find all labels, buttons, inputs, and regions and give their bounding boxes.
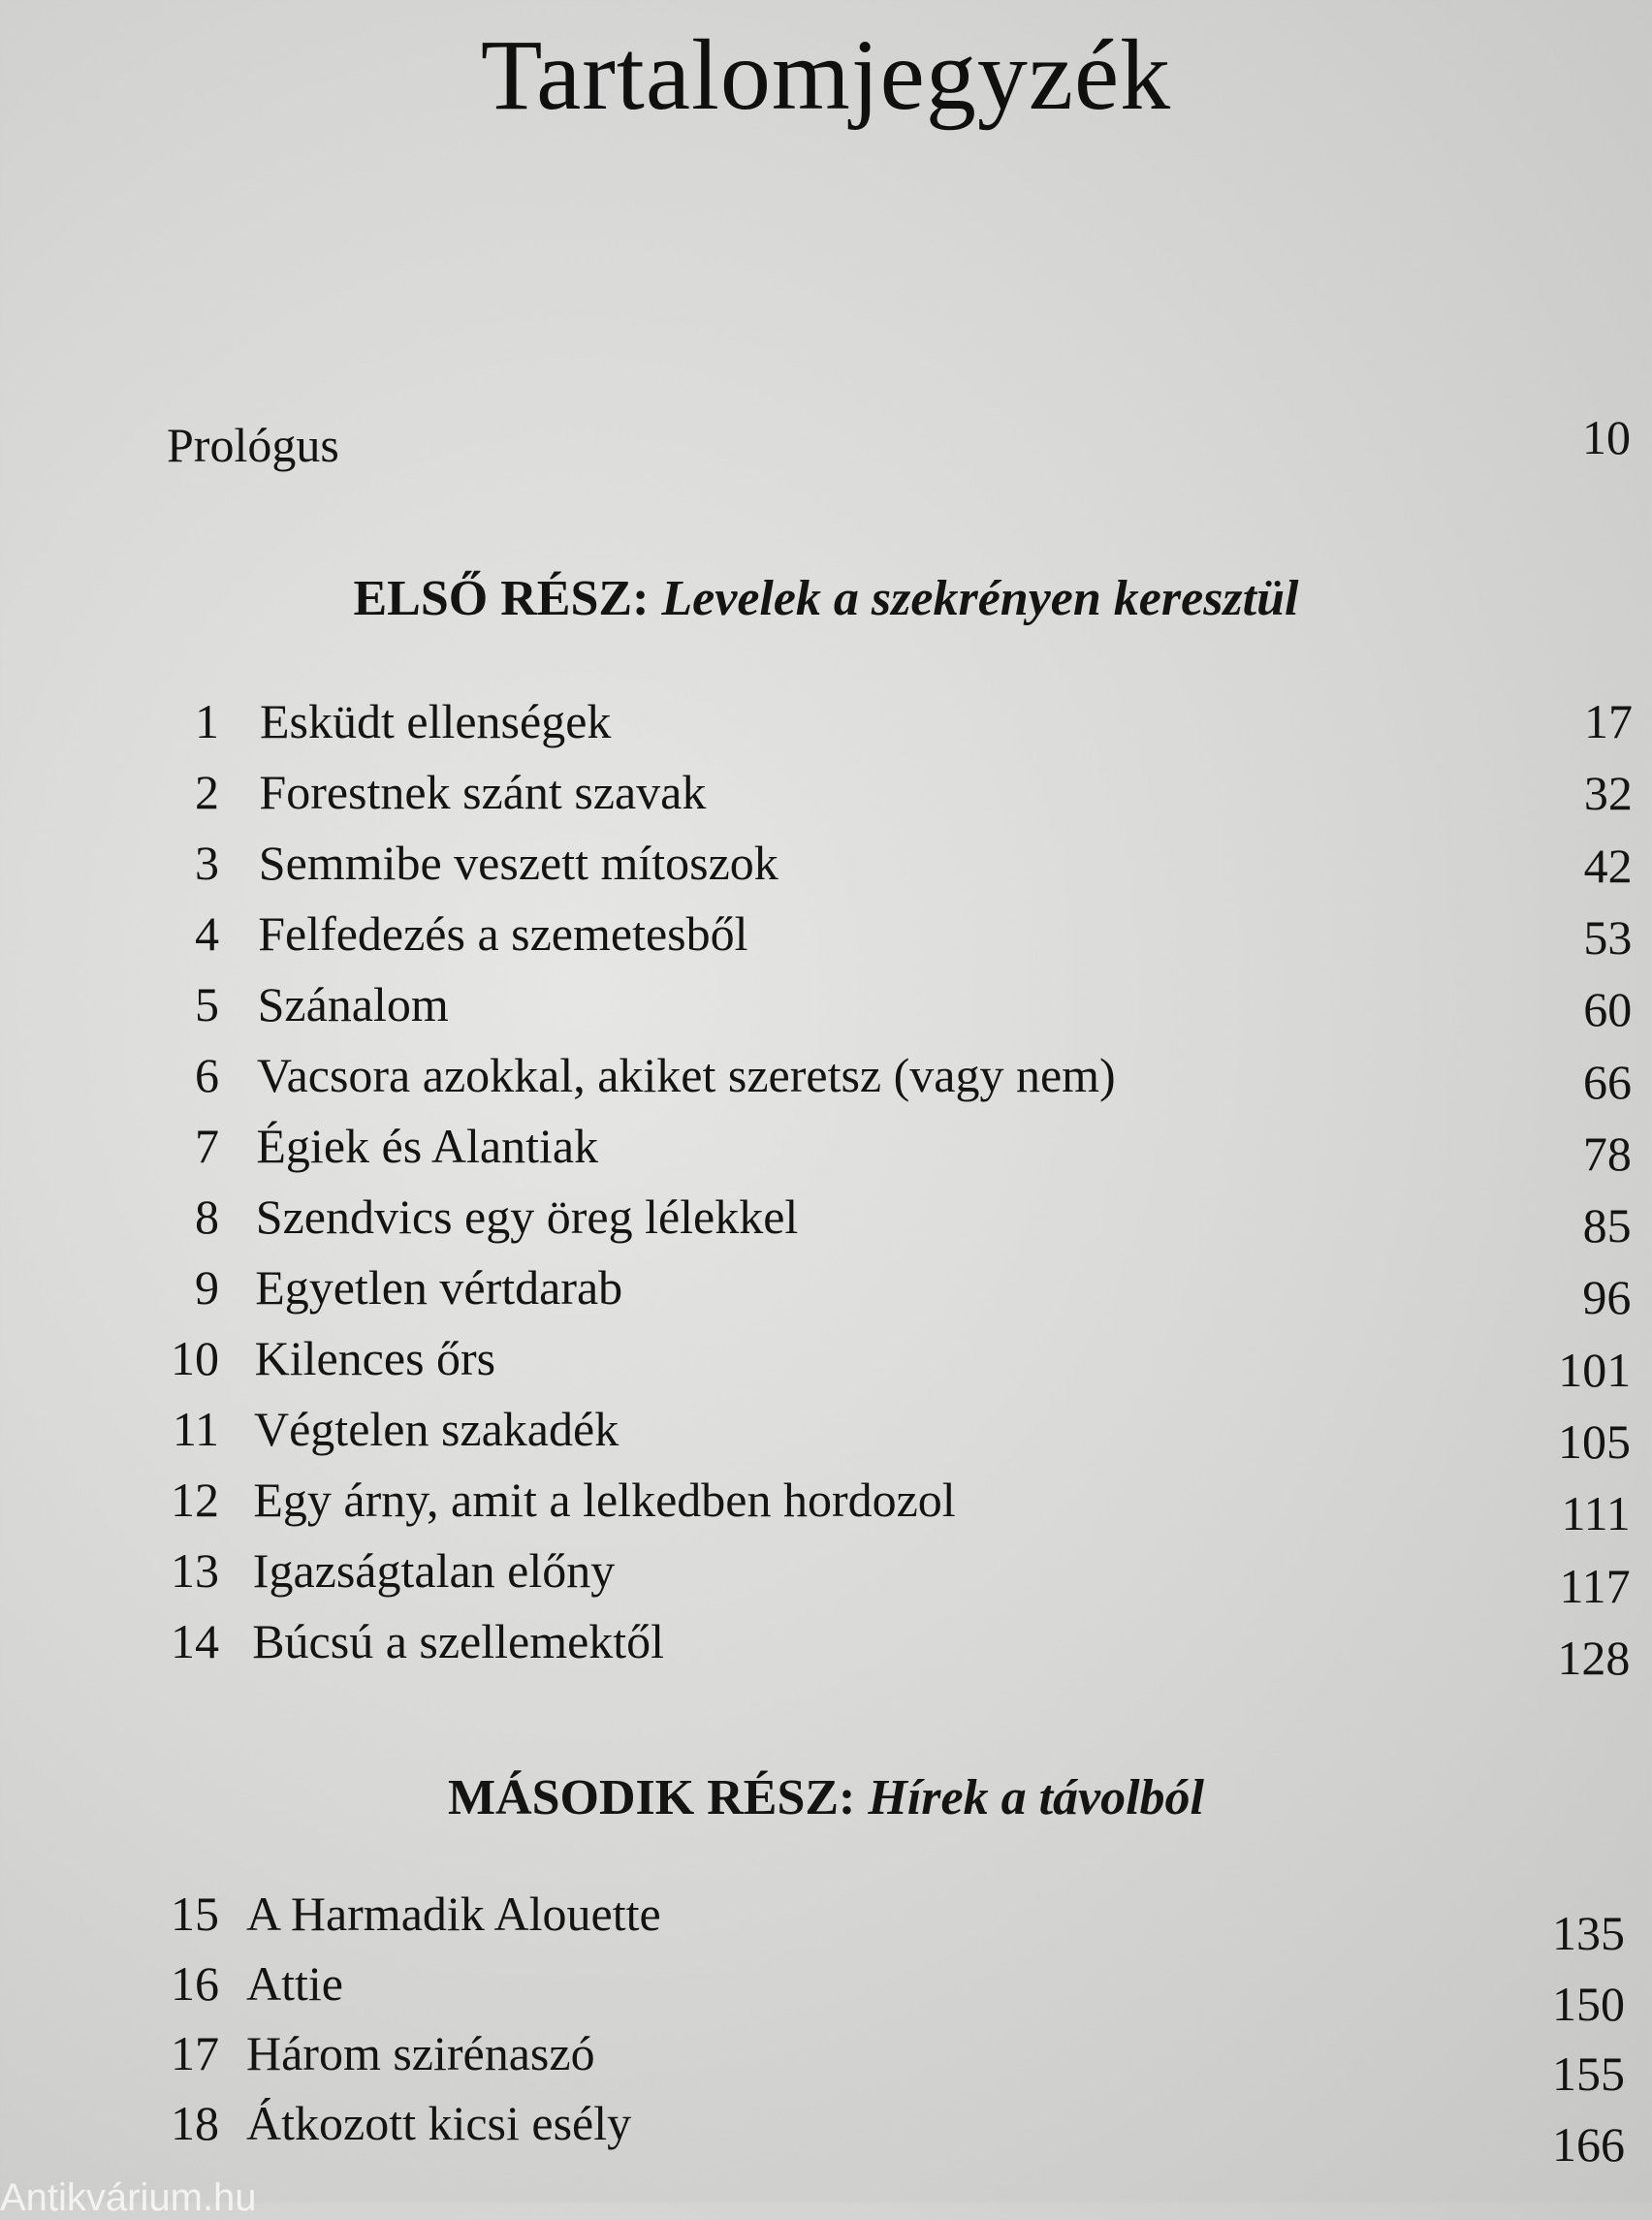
toc-row xyxy=(0,903,1652,965)
toc-row xyxy=(0,2092,1652,2172)
chapter-title: Búcsú a szellemektől xyxy=(252,1614,665,1668)
chapter-number: 1 xyxy=(195,694,219,748)
toc-row xyxy=(0,1044,1652,1109)
chapter-number: 16 xyxy=(171,1956,219,2011)
chapter-page-number: 60 xyxy=(1583,982,1633,1037)
chapter-page-number: 105 xyxy=(1558,1414,1631,1469)
chapter-title: Forestnek szánt szavak xyxy=(259,765,707,819)
chapter-number: 15 xyxy=(171,1887,219,1941)
chapter-page-number: 53 xyxy=(1583,909,1633,965)
toc-row xyxy=(0,1186,1652,1253)
chapter-page-number: 150 xyxy=(1552,1976,1625,2031)
chapter-number: 4 xyxy=(195,906,219,961)
toc-row xyxy=(0,1256,1652,1325)
part-one-label: ELSŐ RÉSZ: xyxy=(353,571,650,626)
chapter-title: Szánalom xyxy=(257,977,449,1031)
toc-row xyxy=(0,1115,1652,1181)
part-one-subtitle: Levelek a szekrényen keresztül xyxy=(661,571,1299,626)
chapter-number: 17 xyxy=(171,2026,219,2080)
chapter-number: 3 xyxy=(195,836,219,890)
chapter-page-number: 66 xyxy=(1583,1054,1632,1109)
chapter-title: Szendvics egy öreg lélekkel xyxy=(255,1189,799,1244)
chapter-number: 9 xyxy=(195,1260,219,1315)
chapter-number: 7 xyxy=(195,1119,219,1173)
chapter-page-number: 117 xyxy=(1559,1558,1631,1613)
chapter-number: 5 xyxy=(195,977,219,1031)
chapter-title: Vacsora azokkal, akiket szeretsz (vagy nem) xyxy=(257,1048,1116,1102)
chapter-page-number: 32 xyxy=(1583,766,1633,821)
page-title: Tartalomjegyzék xyxy=(480,19,1172,131)
toc-row xyxy=(0,761,1652,823)
toc-row xyxy=(0,973,1652,1035)
toc-row xyxy=(0,2022,1652,2101)
chapter-title: Végtelen szakadék xyxy=(254,1402,620,1456)
toc-row xyxy=(0,832,1652,894)
toc-row xyxy=(0,1883,1652,1960)
chapter-page-number: 42 xyxy=(1583,838,1633,893)
chapter-title: Semmibe veszett mítoszok xyxy=(258,836,778,890)
toc-row xyxy=(0,690,1652,752)
chapter-title: Kilences őrs xyxy=(254,1331,496,1385)
chapter-page-number: 166 xyxy=(1552,2116,1625,2172)
chapter-number: 11 xyxy=(172,1402,219,1456)
watermark: Antikvárium.hu xyxy=(0,2176,257,2219)
chapter-number: 13 xyxy=(171,1543,219,1598)
part-two-label: MÁSODIK RÉSZ: xyxy=(447,1770,856,1825)
chapter-title: Egy árny, amit a lelkedben hordozol xyxy=(253,1473,956,1527)
chapter-title: Három szirénaszó xyxy=(246,2026,595,2080)
chapter-number: 10 xyxy=(171,1331,219,1385)
toc-row xyxy=(0,1610,1652,1685)
chapter-title: Egyetlen vértdarab xyxy=(255,1260,623,1315)
prologue-page-number: 10 xyxy=(1582,410,1631,464)
toc-row xyxy=(0,1952,1652,2031)
chapter-title: Felfedezés a szemetesből xyxy=(258,906,748,961)
chapter-number: 2 xyxy=(195,765,219,819)
chapter-title: Attie xyxy=(246,1956,343,2011)
chapter-number: 14 xyxy=(171,1614,219,1668)
chapter-page-number: 155 xyxy=(1552,2046,1625,2101)
chapter-page-number: 128 xyxy=(1557,1630,1631,1685)
chapter-number: 6 xyxy=(195,1048,219,1102)
chapter-page-number: 17 xyxy=(1584,694,1633,748)
chapter-title: Igazságtalan előny xyxy=(252,1543,616,1598)
chapter-page-number: 78 xyxy=(1582,1126,1632,1181)
toc-row xyxy=(0,1327,1652,1397)
chapter-number: 8 xyxy=(195,1189,219,1244)
part-two-subtitle: Hírek a távolból xyxy=(868,1770,1205,1825)
chapter-page-number: 101 xyxy=(1558,1342,1632,1397)
chapter-title: A Harmadik Alouette xyxy=(246,1887,661,1941)
chapter-page-number: 111 xyxy=(1561,1486,1631,1541)
chapter-page-number: 96 xyxy=(1582,1270,1632,1325)
chapter-title: Esküdt ellenségek xyxy=(260,694,612,748)
chapter-number: 12 xyxy=(171,1473,219,1527)
toc-row xyxy=(0,1469,1652,1541)
toc-row xyxy=(0,1539,1652,1613)
chapter-number: 18 xyxy=(171,2096,219,2150)
chapter-page-number: 85 xyxy=(1582,1198,1632,1253)
prologue-label: Prológus xyxy=(167,418,339,472)
part-one-heading xyxy=(0,570,1652,627)
chapter-title: Égiek és Alantiak xyxy=(256,1119,599,1173)
part-two-heading xyxy=(0,1769,1652,1826)
chapter-page-number: 135 xyxy=(1552,1906,1625,1960)
toc-row xyxy=(0,1398,1652,1469)
chapter-title: Átkozott kicsi esély xyxy=(246,2096,632,2150)
